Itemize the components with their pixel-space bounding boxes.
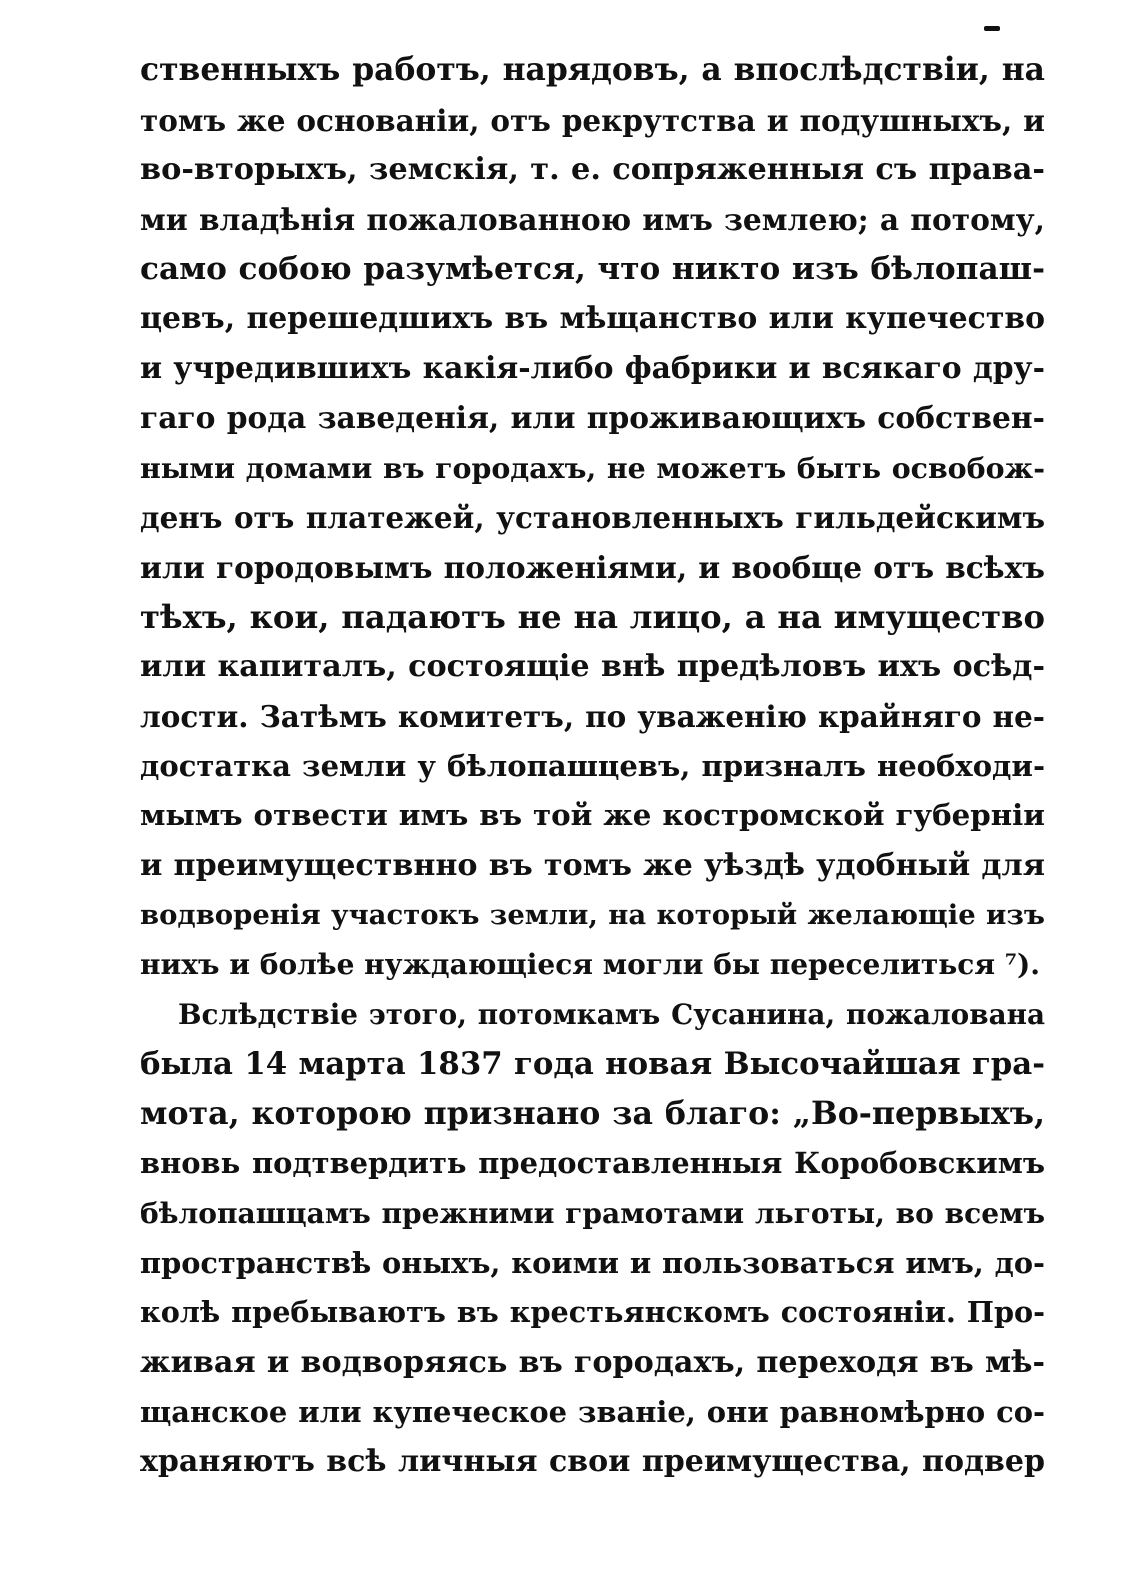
text-line: и учредившихъ какія-либо фабрики и всякаго дру- bbox=[140, 351, 1045, 387]
text-line: храняютъ всѣ личныя свои преимущества, подвер bbox=[140, 1444, 1045, 1480]
text-line: бѣлопашцамъ прежними грамотами льготы, во всемъ bbox=[140, 1196, 1045, 1230]
paragraph-first-line: Вслѣдствіе этого, потомкамъ Сусанина, пожалована bbox=[178, 998, 1045, 1032]
text-line: и преимуществнно въ томъ же уѣздѣ удобный для bbox=[140, 848, 1045, 883]
text-line: цевъ, перешедшихъ въ мѣщанство или купечество bbox=[140, 301, 1045, 337]
text-line: мота, которою признано за благо: „Во-первыхъ, bbox=[140, 1095, 1045, 1133]
text-line: мымъ отвести имъ въ той же костромской губерніи bbox=[140, 798, 1045, 833]
text-line: ми владѣнія пожалованною имъ землею; а потому, bbox=[140, 202, 1045, 238]
text-line: тѣхъ, кои, падаютъ не на лицо, а на имущество bbox=[140, 597, 1045, 636]
text-line: была 14 марта 1837 года новая Высочайшая гра- bbox=[140, 1045, 1045, 1082]
text-line: или городовымъ положеніями, и вообще отъ всѣхъ bbox=[140, 549, 1045, 585]
text-line: водворенія участокъ земли, на который желающіе изъ bbox=[140, 898, 1045, 931]
text-line: ными домами въ городахъ, не можетъ быть освобож- bbox=[140, 450, 1045, 485]
text-line: нихъ и болѣе нуждающіеся могли бы переселиться ⁷). bbox=[140, 948, 1041, 982]
text-line: лости. Затѣмъ комитетъ, по уваженію крайняго не- bbox=[140, 698, 1045, 734]
text-line: достатка земли у бѣлопашцевъ, призналъ необходи- bbox=[140, 748, 1045, 783]
text-line: вновь подтвердить предоставленныя Коробовскимъ bbox=[140, 1146, 1045, 1181]
text-line: гаго рода заведенія, или проживающихъ собствен- bbox=[140, 400, 1045, 436]
text-line: ственныхъ работъ, нарядовъ, а впослѣдствіи, на bbox=[140, 52, 1045, 88]
text-line: или капиталъ, состоящіе внѣ предѣловъ ихъ осѣд- bbox=[140, 649, 1045, 685]
body-text bbox=[140, 46, 1045, 1487]
text-line: пространствѣ оныхъ, коими и пользоваться имъ, до- bbox=[140, 1245, 1045, 1280]
text-line: денъ отъ платежей, установленныхъ гильдейскимъ bbox=[140, 500, 1045, 536]
text-line: щанское или купеческое званіе, они равномѣрно со- bbox=[140, 1394, 1045, 1429]
text-line: томъ же основаніи, отъ рекрутства и подушныхъ, и bbox=[140, 102, 1045, 138]
text-line: живая и водворяясь въ городахъ, переходя въ мѣ- bbox=[140, 1344, 1045, 1380]
text-line: колѣ пребываютъ въ крестьянскомъ состояніи. Про- bbox=[140, 1295, 1045, 1330]
text-line: само собою разумѣется, что никто изъ бѣлопаш- bbox=[140, 250, 1045, 287]
text-line: во-вторыхъ, земскія, т. е. сопряженныя съ права- bbox=[140, 152, 1045, 188]
printer-mark bbox=[984, 26, 1000, 31]
